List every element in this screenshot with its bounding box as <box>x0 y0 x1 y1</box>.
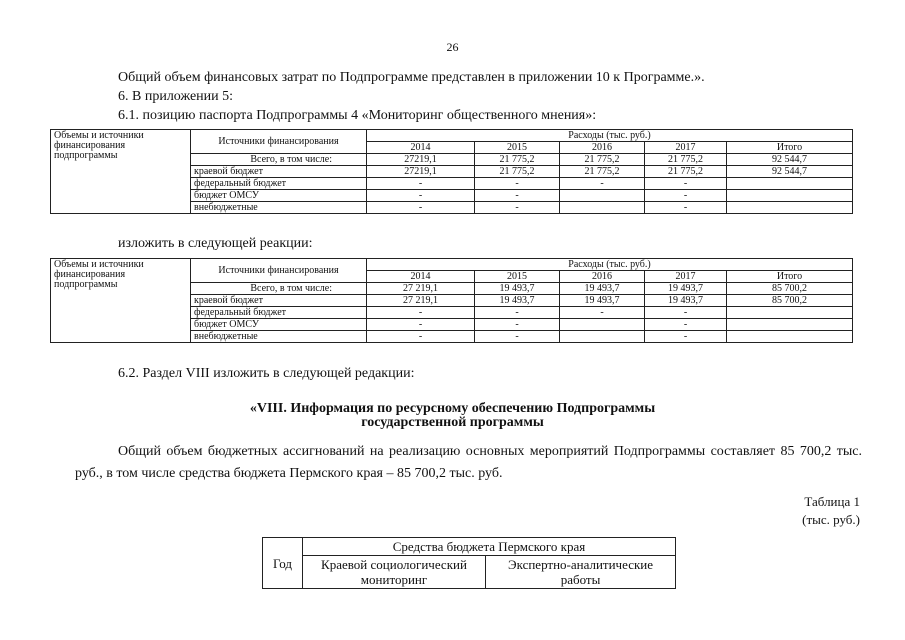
cell-value: 21 775,2 <box>645 166 727 178</box>
cell-value <box>727 307 853 319</box>
paragraph-section-viii: 6.2. Раздел VIII изложить в следующей редакции: <box>118 366 415 381</box>
cell-value: 92 544,7 <box>727 166 853 178</box>
table-new-year: 2014 <box>367 271 475 283</box>
cell-value: - <box>560 307 645 319</box>
cell-value: 27219,1 <box>367 166 475 178</box>
section-heading-line1: «VIII. Информация по ресурсному обеспечению Подпрограммы <box>249 401 656 416</box>
section-body: Общий объем бюджетных ассигнований на реализацию основных мероприятий Подпрограммы составляет 85 700,2 тыс. руб., в том числе средства бюджета Пермского края – 85 700,2 тыс. руб. <box>75 444 862 481</box>
cell-value: - <box>367 178 475 190</box>
table-new-source-header: Источники финансирования <box>191 259 367 283</box>
row-name: бюджет ОМСУ <box>191 319 367 331</box>
cell-value: - <box>475 331 560 343</box>
row-name: федеральный бюджет <box>191 178 367 190</box>
cell-value: - <box>645 202 727 214</box>
table-old-expenses-header: Расходы (тыс. руб.) <box>367 130 853 142</box>
row-name: Всего, в том числе: <box>191 154 367 166</box>
cell-value <box>727 319 853 331</box>
cell-value: - <box>475 202 560 214</box>
table-old-total-header: Итого <box>727 142 853 154</box>
table-old-year: 2017 <box>645 142 727 154</box>
table-new-year: 2015 <box>475 271 560 283</box>
cell-value <box>727 331 853 343</box>
section-heading <box>0 402 905 430</box>
table-new-label: Объемы и источники финансирования подпрограммы <box>51 259 191 343</box>
cell-value: 19 493,7 <box>475 283 560 295</box>
cell-value: 21 775,2 <box>560 166 645 178</box>
cell-value: 85 700,2 <box>727 283 853 295</box>
cell-value: 21 775,2 <box>560 154 645 166</box>
table-old-label: Объемы и источники финансирования подпрограммы <box>51 130 191 214</box>
cell-value: - <box>560 178 645 190</box>
page-number: 26 <box>446 40 459 54</box>
cell-value: - <box>475 319 560 331</box>
paragraph-appendix-5: 6. В приложении 5: <box>118 89 234 104</box>
cell-value: - <box>367 190 475 202</box>
financing-table-old <box>50 129 853 214</box>
cell-value: 19 493,7 <box>560 295 645 307</box>
cell-value <box>560 331 645 343</box>
cell-value <box>560 202 645 214</box>
paragraph-restate: изложить в следующей реакции: <box>118 236 313 251</box>
paragraph-passport-position: 6.1. позицию паспорта Подпрограммы 4 «Мониторинг общественного мнения»: <box>118 108 597 123</box>
cell-value: - <box>367 331 475 343</box>
financing-table-new <box>50 258 853 343</box>
row-name: федеральный бюджет <box>191 307 367 319</box>
table-old-year: 2015 <box>475 142 560 154</box>
table-1 <box>262 537 676 589</box>
cell-value: - <box>645 331 727 343</box>
table1-col-expert: Экспертно-аналитические работы <box>486 556 676 589</box>
cell-value <box>560 190 645 202</box>
table-new-expenses-header: Расходы (тыс. руб.) <box>367 259 853 271</box>
row-name: Всего, в том числе: <box>191 283 367 295</box>
row-name: внебюджетные <box>191 202 367 214</box>
cell-value: 27 219,1 <box>367 295 475 307</box>
table-old-source-header: Источники финансирования <box>191 130 367 154</box>
cell-value: - <box>475 190 560 202</box>
cell-value <box>560 319 645 331</box>
table1-year-header: Год <box>263 538 303 589</box>
row-name: краевой бюджет <box>191 295 367 307</box>
cell-value: 85 700,2 <box>727 295 853 307</box>
table1-col-monitoring: Краевой социологический мониторинг <box>303 556 486 589</box>
table-old-year: 2014 <box>367 142 475 154</box>
section-heading-line2: государственной программы <box>361 415 544 430</box>
row-name: краевой бюджет <box>191 166 367 178</box>
table1-title: Таблица 1 <box>804 494 860 509</box>
cell-value: 19 493,7 <box>645 283 727 295</box>
cell-value: - <box>367 319 475 331</box>
row-name: внебюджетные <box>191 331 367 343</box>
cell-value <box>727 190 853 202</box>
row-name: бюджет ОМСУ <box>191 190 367 202</box>
cell-value: 27 219,1 <box>367 283 475 295</box>
cell-value: 27219,1 <box>367 154 475 166</box>
cell-value: 92 544,7 <box>727 154 853 166</box>
cell-value <box>727 178 853 190</box>
cell-value: - <box>645 307 727 319</box>
table-new-total-header: Итого <box>727 271 853 283</box>
table-new-year: 2017 <box>645 271 727 283</box>
table1-group-header: Средства бюджета Пермского края <box>303 538 676 556</box>
cell-value: 21 775,2 <box>475 154 560 166</box>
cell-value: 19 493,7 <box>645 295 727 307</box>
table-new-year: 2016 <box>560 271 645 283</box>
paragraph-financial-costs: Общий объем финансовых затрат по Подпрограмме представлен в приложении 10 к Программе.». <box>118 70 705 85</box>
cell-value: 21 775,2 <box>645 154 727 166</box>
cell-value: 21 775,2 <box>475 166 560 178</box>
table1-units: (тыс. руб.) <box>802 512 860 527</box>
cell-value: 19 493,7 <box>560 283 645 295</box>
cell-value: - <box>645 319 727 331</box>
cell-value: - <box>367 202 475 214</box>
cell-value <box>727 202 853 214</box>
cell-value: - <box>475 307 560 319</box>
table-old-year: 2016 <box>560 142 645 154</box>
cell-value: - <box>645 178 727 190</box>
cell-value: - <box>367 307 475 319</box>
cell-value: - <box>475 178 560 190</box>
cell-value: - <box>645 190 727 202</box>
cell-value: 19 493,7 <box>475 295 560 307</box>
